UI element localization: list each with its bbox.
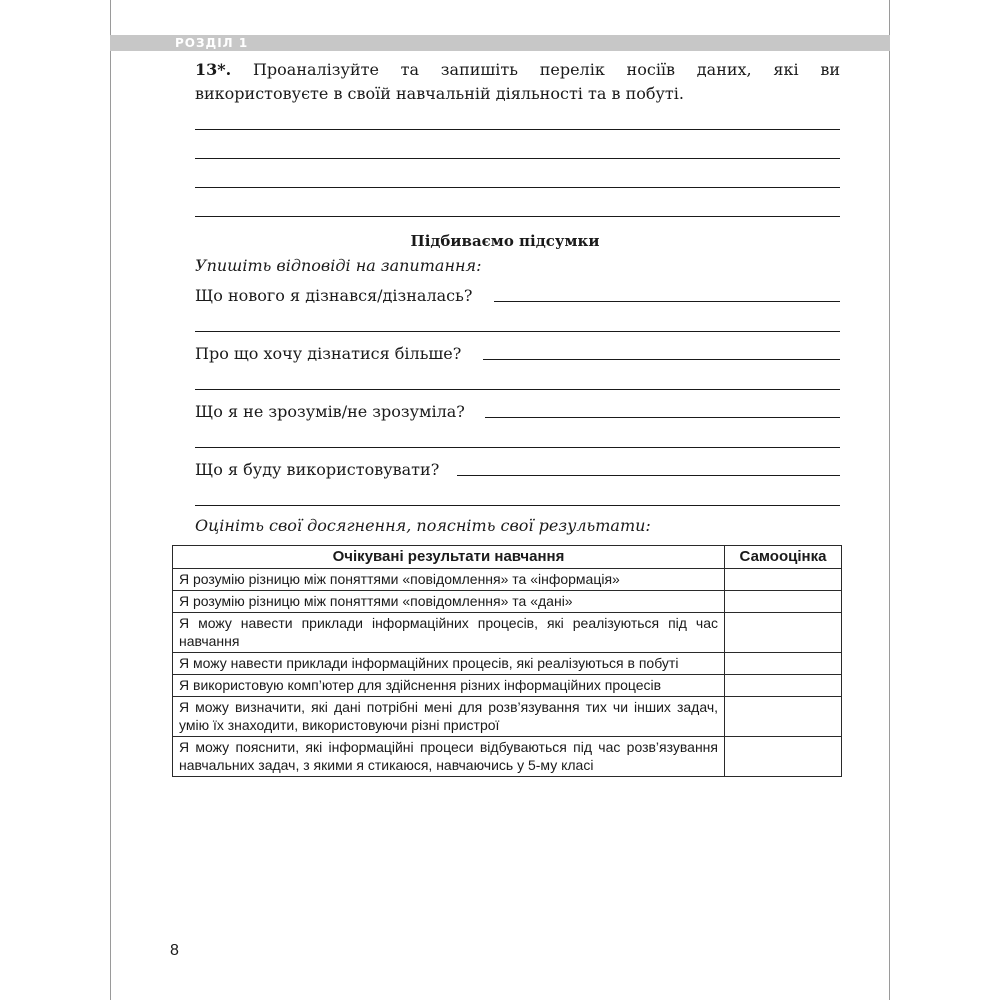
result-cell: Я можу пояснити, які інформаційні процеси відбуваються під час розв’язування навчальних задач, з якими я стикаюся, навчаючись у 5-му класі	[173, 737, 725, 777]
question-1: Що нового я дізнався/дізналась?	[195, 286, 473, 305]
answer-line[interactable]	[494, 301, 840, 302]
table-row	[173, 697, 842, 737]
self-assessment-cell[interactable]	[725, 653, 842, 675]
table-row	[173, 653, 842, 675]
column-header-results: Очікувані результати навчання	[173, 546, 725, 569]
result-cell: Я розумію різницю між поняттями «повідомлення» та «дані»	[173, 591, 725, 613]
table-row	[173, 569, 842, 591]
self-assessment-cell[interactable]	[725, 569, 842, 591]
answer-line[interactable]	[195, 331, 840, 332]
answer-line[interactable]	[195, 158, 840, 159]
self-assessment-cell[interactable]	[725, 613, 842, 653]
answer-line[interactable]	[195, 187, 840, 188]
question-3: Що я не зрозумів/не зрозуміла?	[195, 402, 465, 421]
section-label: РОЗДІЛ 1	[175, 36, 249, 50]
result-cell: Я можу навести приклади інформаційних процесів, які реалізуються під час навчання	[173, 613, 725, 653]
page-border-right	[889, 0, 890, 1000]
answer-line[interactable]	[485, 417, 840, 418]
task-text: Проаналізуйте та запишіть перелік носіїв даних, які ви використовуєте в своїй навчальній діяльності та в побуті.	[195, 60, 840, 103]
column-header-self-assessment: Самооцінка	[725, 546, 842, 569]
table-row	[173, 675, 842, 697]
result-cell: Я використовую комп’ютер для здійснення різних інформаційних процесів	[173, 675, 725, 697]
answer-line[interactable]	[195, 447, 840, 448]
task-number: 13*.	[195, 60, 232, 79]
question-2: Про що хочу дізнатися більше?	[195, 344, 462, 363]
summary-heading: Підбиваємо підсумки	[410, 232, 600, 250]
table-row	[173, 737, 842, 777]
self-assessment-cell[interactable]	[725, 697, 842, 737]
question-4: Що я буду використовувати?	[195, 460, 440, 479]
answer-line[interactable]	[195, 505, 840, 506]
self-assessment-cell[interactable]	[725, 737, 842, 777]
answer-line[interactable]	[457, 475, 840, 476]
results-table	[172, 545, 842, 777]
table-row	[173, 591, 842, 613]
result-cell: Я можу визначити, які дані потрібні мені для розв’язування тих чи інших задач, умію їх знаходити, використовуючи різні пристрої	[173, 697, 725, 737]
table-header-row	[173, 546, 842, 569]
assessment-instruction: Оцініть свої досягнення, поясніть свої результати:	[195, 516, 651, 535]
result-cell: Я розумію різницю між поняттями «повідомлення» та «інформація»	[173, 569, 725, 591]
self-assessment-cell[interactable]	[725, 675, 842, 697]
page-number: 8	[170, 942, 179, 959]
task-13	[195, 58, 840, 106]
answer-line[interactable]	[195, 129, 840, 130]
self-assessment-cell[interactable]	[725, 591, 842, 613]
summary-instruction: Упишіть відповіді на запитання:	[195, 256, 482, 275]
answer-line[interactable]	[195, 216, 840, 217]
answer-line[interactable]	[483, 359, 840, 360]
result-cell: Я можу навести приклади інформаційних процесів, які реалізуються в побуті	[173, 653, 725, 675]
page-border-left	[110, 0, 111, 1000]
answer-line[interactable]	[195, 389, 840, 390]
table-row	[173, 613, 842, 653]
